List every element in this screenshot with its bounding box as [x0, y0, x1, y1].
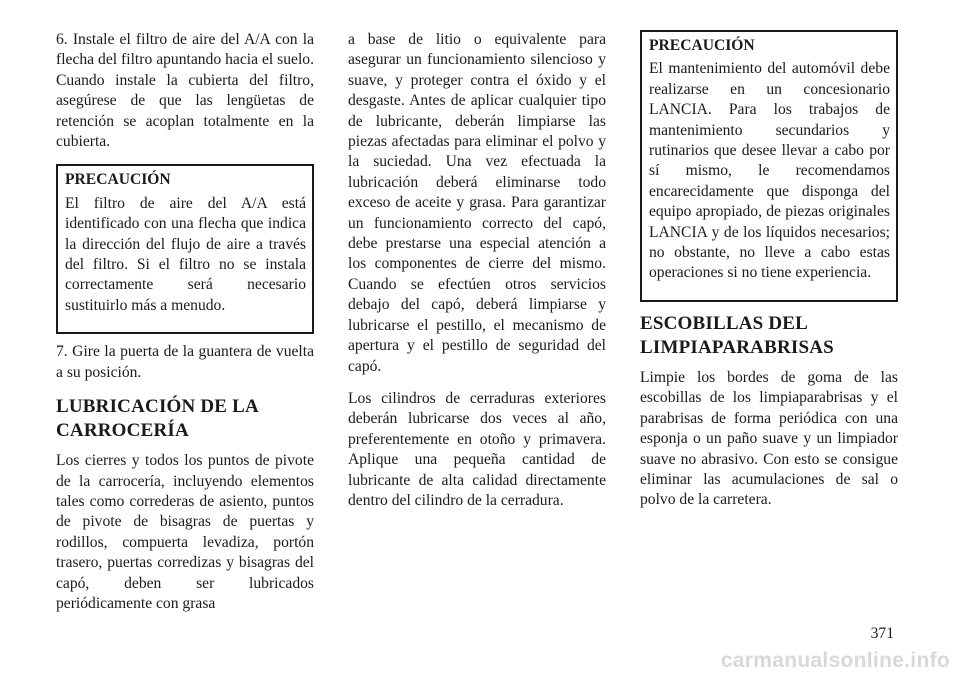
lock-cylinders-paragraph: Los cilindros de cerraduras exteriores deberán lubricarse dos veces al año, preferentemente en otoño y primavera. Aplique una pequeña cantidad de lubricante de alta calidad directamente dentro del cilindro de la cerradura.: [348, 389, 606, 509]
column-right: [640, 30, 898, 523]
column-left: [56, 30, 314, 626]
step-6-text: 6. Instale el filtro de aire del A/A con la flecha del filtro apuntando hacia el suelo. Cuando instale la cubierta del filtro, asegúrese de que las lengüetas de retención se acoplan totalmente en la cubierta.: [56, 31, 314, 151]
caution-text: El filtro de aire del A/A está identificado con una flecha que indica la dirección del flujo de aire a través del filtro. Si el filtro no se instala correctamente será necesario sustituirlo más a menudo.: [65, 194, 306, 314]
lubrication-continued-paragraph: a base de litio o equivalente para asegurar un funcionamiento silencioso y suave, y proteger contra el óxido y el desgaste. Antes de aplicar cualquier tipo de lubricante, deberán limpiarse las piezas afectadas para eliminar el polvo y la suciedad. Una vez efectuada la lubricación deberá eliminarse todo exceso de aceite y grasa. Para garantizar un funcionamiento correcto del capó, debe prestarse una especial atención a los componentes de cierre del mismo. Cuando se efectúen otros servicios debajo del capó, deberá limpiarse y lubricarse el pestillo, el mecanismo de apertura y el pestillo de seguridad del capó.: [348, 31, 606, 375]
column-middle: [348, 30, 606, 523]
caution-box-maintenance: [640, 30, 898, 302]
caution-title: PRECAUCIÓN: [649, 37, 755, 54]
caution-box-air-filter: [56, 164, 314, 334]
wiper-blades-paragraph: Limpie los bordes de goma de las escobillas de los limpiaparabrisas y el parabrisas de forma periódica con una esponja o un paño suave y un limpiador suave no abrasivo. Con esto se consigue eliminar las acumulaciones de sal o polvo de la carretera.: [640, 368, 898, 509]
watermark: carmanualsonline.info: [720, 649, 950, 672]
caution-title: PRECAUCIÓN: [65, 171, 171, 189]
page-number: 371: [870, 625, 894, 642]
step-7-text: 7. Gire la puerta de la guantera de vuelta a su posición.: [56, 343, 314, 381]
body-lubrication-paragraph: Los cierres y todos los puntos de pivote de la carrocería, incluyendo elementos tales como correderas de asiento, puntos de pivote de bisagras de puertas y rodillos, compuerta levadiza, portón trasero, puertas corredizas y bisagras del capó, deben ser lubricados periódicamente con grasa: [56, 452, 314, 612]
section-heading-wiper-blades: ESCOBILLAS DEL LIMPIAPARABRISAS: [640, 312, 834, 358]
section-heading-body-lubrication: LUBRICACIÓN DE LA CARROCERÍA: [56, 396, 258, 442]
caution-text: El mantenimiento del automóvil debe realizarse en un concesionario LANCIA. Para los trabajos de mantenimiento secundarios y rutinarios que desee llevar a cabo por sí mismo, le recomendamos encarecidamente que disponga del equipo apropiado, de piezas originales LANCIA y de los líquidos necesarios; no obstante, no lleve a cabo estas operaciones si no tiene experiencia.: [649, 60, 890, 282]
